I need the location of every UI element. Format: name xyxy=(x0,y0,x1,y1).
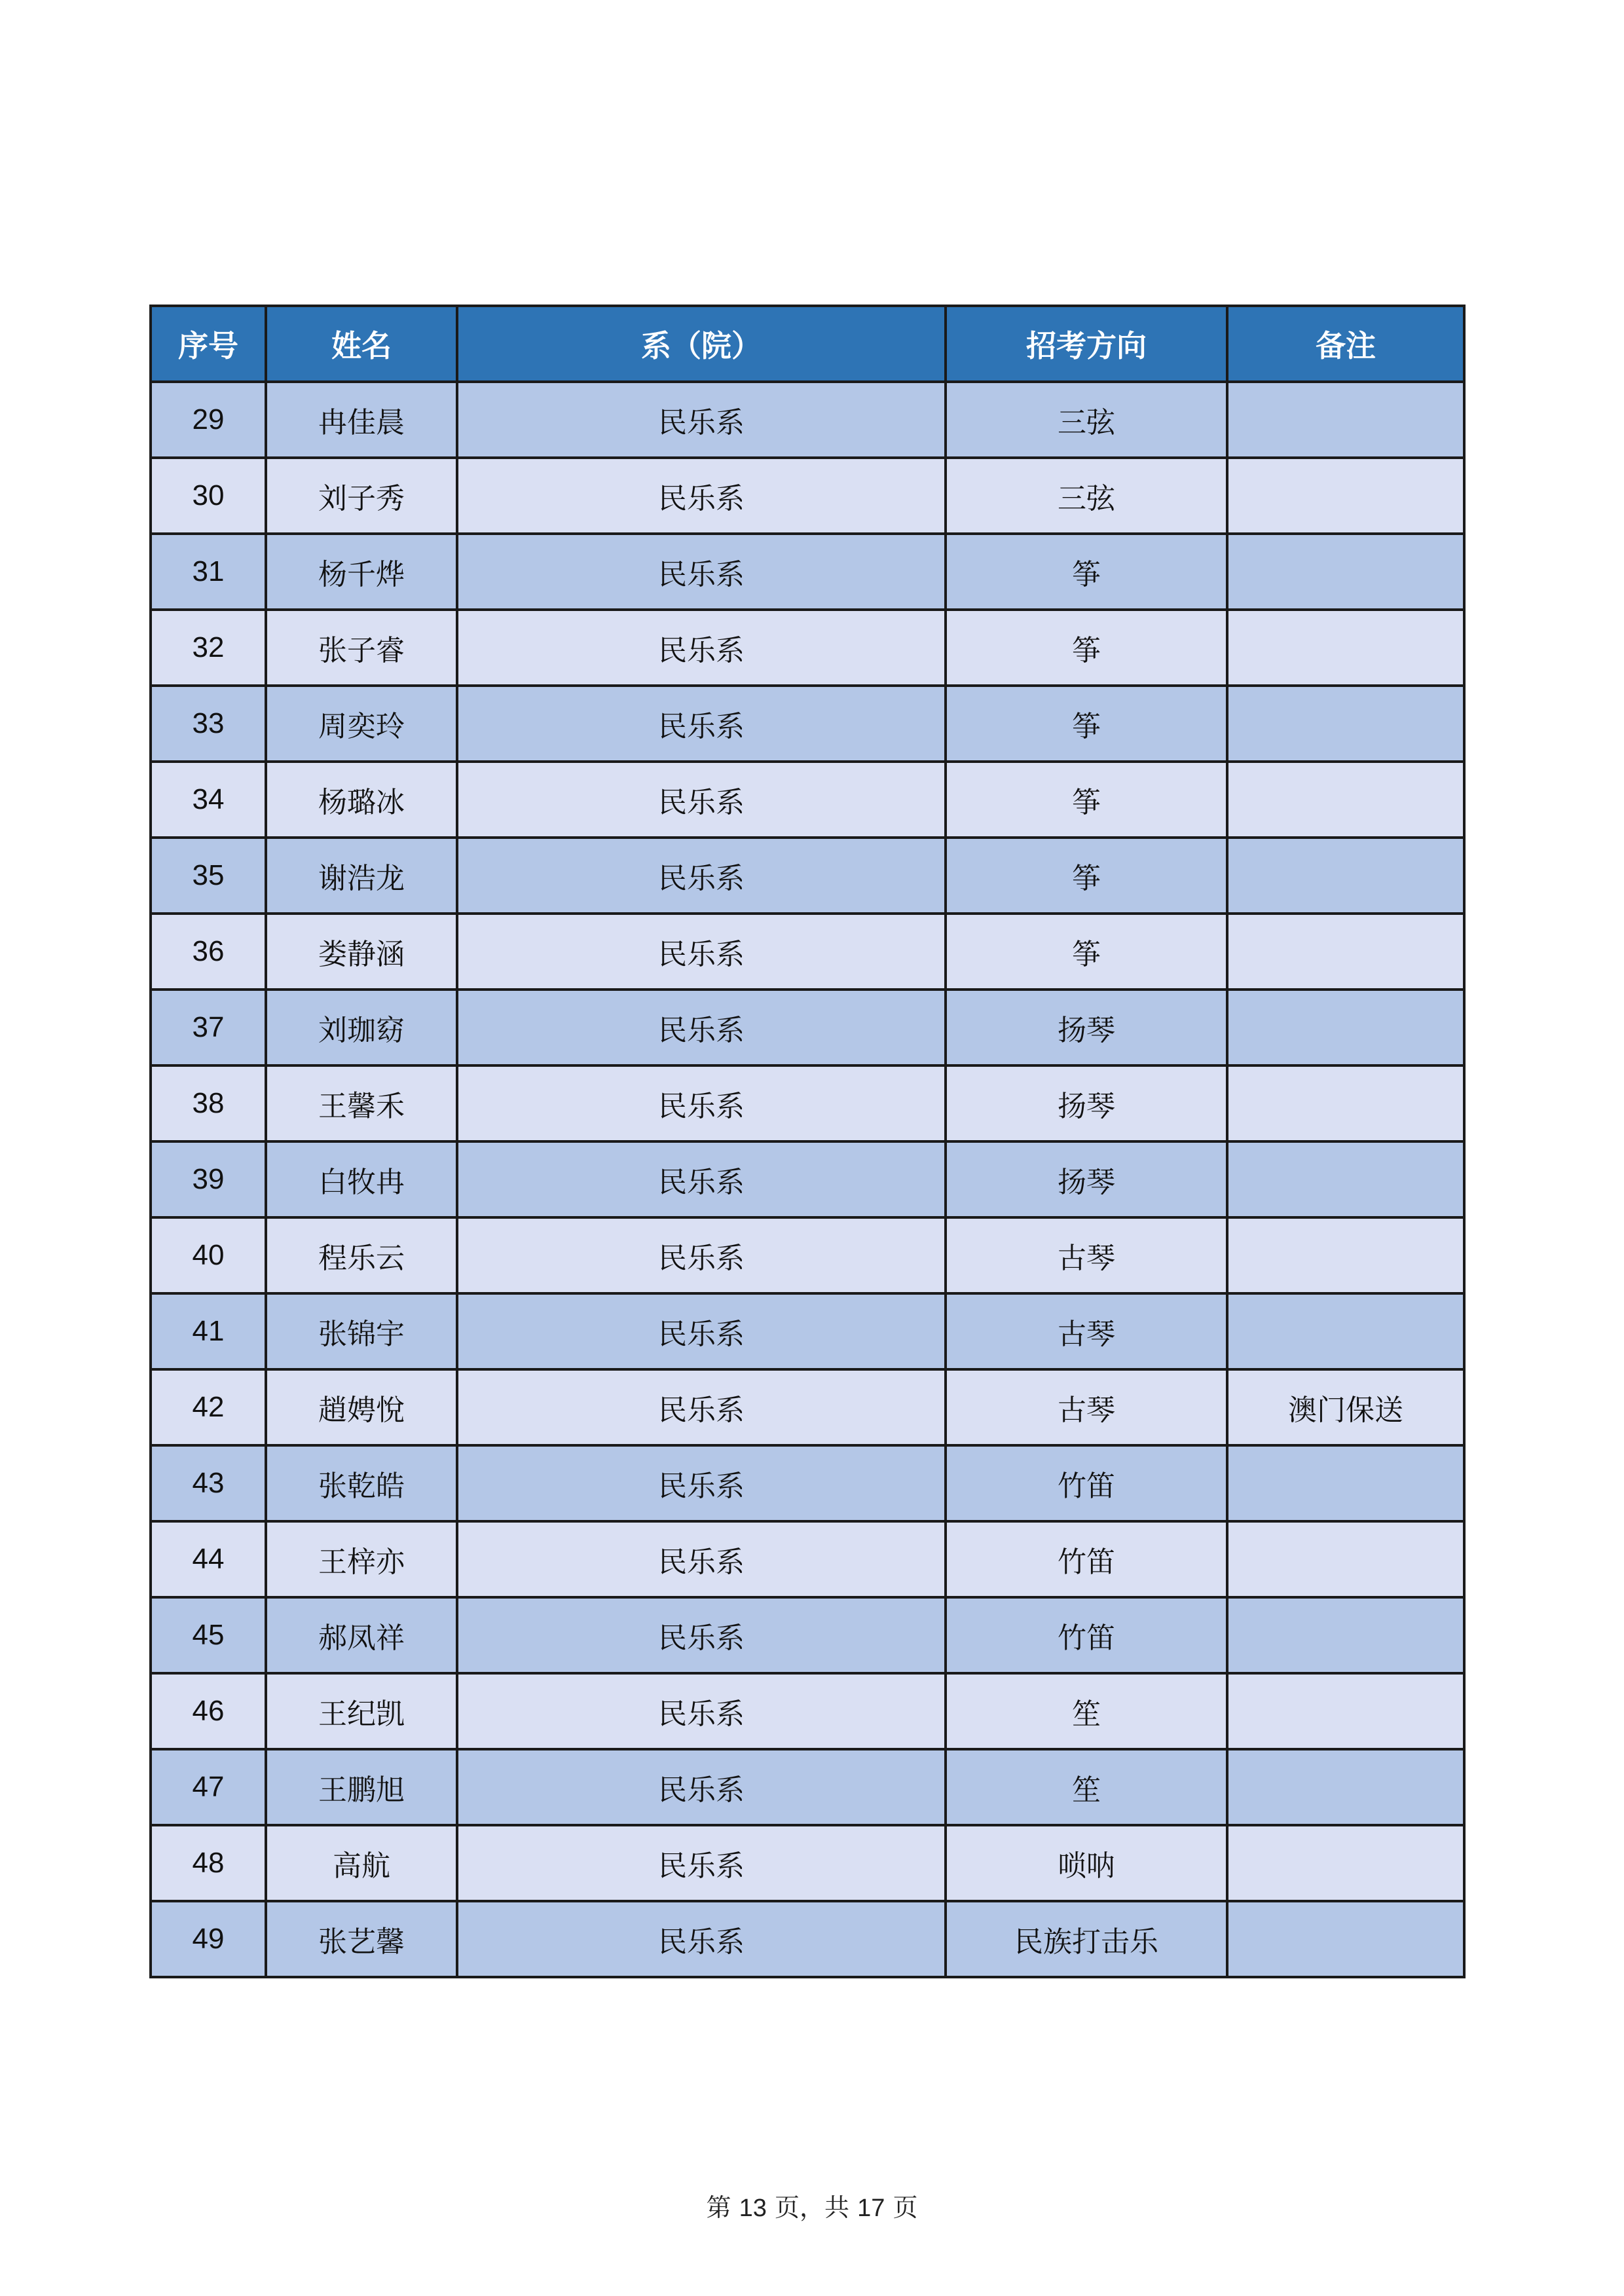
cell-department: 民乐系 xyxy=(457,610,946,686)
cell-index: 43 xyxy=(151,1445,266,1521)
cell-name: 张子睿 xyxy=(266,610,457,686)
cell-direction: 古琴 xyxy=(946,1217,1227,1293)
cell-remark xyxy=(1227,458,1464,534)
cell-name: 王鹏旭 xyxy=(266,1749,457,1825)
table-body xyxy=(151,382,1464,1977)
cell-name: 杨璐冰 xyxy=(266,762,457,838)
cell-remark xyxy=(1227,1065,1464,1141)
header-row xyxy=(151,306,1464,382)
cell-name: 郝凤祥 xyxy=(266,1597,457,1673)
cell-department: 民乐系 xyxy=(457,1065,946,1141)
table-row xyxy=(151,610,1464,686)
cell-index: 31 xyxy=(151,534,266,610)
cell-index: 29 xyxy=(151,382,266,458)
cell-remark xyxy=(1227,838,1464,914)
cell-name: 趙娉悅 xyxy=(266,1369,457,1445)
cell-remark xyxy=(1227,1217,1464,1293)
cell-department: 民乐系 xyxy=(457,1825,946,1901)
cell-index: 42 xyxy=(151,1369,266,1445)
footer-middle: 页，共 xyxy=(774,2193,849,2222)
table-row xyxy=(151,838,1464,914)
cell-remark xyxy=(1227,990,1464,1065)
cell-department: 民乐系 xyxy=(457,1673,946,1749)
footer-total-pages: 17 xyxy=(857,2194,885,2222)
cell-name: 高航 xyxy=(266,1825,457,1901)
table-row xyxy=(151,1597,1464,1673)
cell-remark: 澳门保送 xyxy=(1227,1369,1464,1445)
cell-name: 张乾皓 xyxy=(266,1445,457,1521)
cell-name: 谢浩龙 xyxy=(266,838,457,914)
cell-department: 民乐系 xyxy=(457,1369,946,1445)
table-row xyxy=(151,458,1464,534)
cell-department: 民乐系 xyxy=(457,1445,946,1521)
cell-index: 35 xyxy=(151,838,266,914)
cell-name: 程乐云 xyxy=(266,1217,457,1293)
cell-remark xyxy=(1227,1141,1464,1217)
cell-name: 娄静涵 xyxy=(266,914,457,990)
cell-remark xyxy=(1227,382,1464,458)
cell-remark xyxy=(1227,534,1464,610)
table-row xyxy=(151,990,1464,1065)
table-row xyxy=(151,1825,1464,1901)
cell-name: 刘子秀 xyxy=(266,458,457,534)
cell-department: 民乐系 xyxy=(457,762,946,838)
cell-direction: 唢呐 xyxy=(946,1825,1227,1901)
cell-direction: 笙 xyxy=(946,1749,1227,1825)
cell-index: 48 xyxy=(151,1825,266,1901)
cell-department: 民乐系 xyxy=(457,382,946,458)
cell-remark xyxy=(1227,1293,1464,1369)
cell-department: 民乐系 xyxy=(457,1901,946,1977)
cell-name: 周奕玲 xyxy=(266,686,457,762)
table-row xyxy=(151,382,1464,458)
cell-name: 王纪凯 xyxy=(266,1673,457,1749)
table-row xyxy=(151,1749,1464,1825)
cell-name: 张艺馨 xyxy=(266,1901,457,1977)
cell-direction: 筝 xyxy=(946,762,1227,838)
cell-index: 39 xyxy=(151,1141,266,1217)
cell-direction: 三弦 xyxy=(946,458,1227,534)
table-row xyxy=(151,1141,1464,1217)
cell-remark xyxy=(1227,762,1464,838)
cell-direction: 竹笛 xyxy=(946,1445,1227,1521)
cell-direction: 筝 xyxy=(946,838,1227,914)
cell-direction: 扬琴 xyxy=(946,1065,1227,1141)
cell-department: 民乐系 xyxy=(457,534,946,610)
table-row xyxy=(151,914,1464,990)
cell-index: 46 xyxy=(151,1673,266,1749)
cell-department: 民乐系 xyxy=(457,914,946,990)
cell-department: 民乐系 xyxy=(457,838,946,914)
cell-direction: 三弦 xyxy=(946,382,1227,458)
cell-name: 冉佳晨 xyxy=(266,382,457,458)
cell-remark xyxy=(1227,610,1464,686)
cell-name: 张锦宇 xyxy=(266,1293,457,1369)
cell-department: 民乐系 xyxy=(457,458,946,534)
cell-department: 民乐系 xyxy=(457,1293,946,1369)
table-row xyxy=(151,686,1464,762)
cell-direction: 古琴 xyxy=(946,1369,1227,1445)
cell-index: 45 xyxy=(151,1597,266,1673)
table-row xyxy=(151,1445,1464,1521)
cell-index: 37 xyxy=(151,990,266,1065)
cell-index: 41 xyxy=(151,1293,266,1369)
cell-department: 民乐系 xyxy=(457,1217,946,1293)
cell-remark xyxy=(1227,1597,1464,1673)
page-footer xyxy=(0,2187,1624,2223)
table-row xyxy=(151,1901,1464,1977)
cell-index: 49 xyxy=(151,1901,266,1977)
cell-remark xyxy=(1227,1825,1464,1901)
table-row xyxy=(151,1217,1464,1293)
cell-department: 民乐系 xyxy=(457,1597,946,1673)
header-direction: 招考方向 xyxy=(946,306,1227,382)
cell-index: 34 xyxy=(151,762,266,838)
table-row xyxy=(151,1293,1464,1369)
cell-index: 40 xyxy=(151,1217,266,1293)
cell-department: 民乐系 xyxy=(457,1749,946,1825)
cell-name: 王馨禾 xyxy=(266,1065,457,1141)
header-index: 序号 xyxy=(151,306,266,382)
footer-current-page: 13 xyxy=(739,2194,767,2222)
cell-direction: 笙 xyxy=(946,1673,1227,1749)
footer-suffix: 页 xyxy=(893,2193,918,2222)
cell-index: 32 xyxy=(151,610,266,686)
cell-department: 民乐系 xyxy=(457,1141,946,1217)
cell-index: 30 xyxy=(151,458,266,534)
cell-remark xyxy=(1227,1673,1464,1749)
cell-remark xyxy=(1227,1445,1464,1521)
cell-remark xyxy=(1227,914,1464,990)
cell-index: 44 xyxy=(151,1521,266,1597)
cell-direction: 竹笛 xyxy=(946,1597,1227,1673)
cell-direction: 筝 xyxy=(946,534,1227,610)
roster-table xyxy=(149,305,1466,1978)
cell-remark xyxy=(1227,1521,1464,1597)
cell-remark xyxy=(1227,1749,1464,1825)
header-department: 系（院） xyxy=(457,306,946,382)
cell-index: 36 xyxy=(151,914,266,990)
cell-remark xyxy=(1227,1901,1464,1977)
cell-direction: 竹笛 xyxy=(946,1521,1227,1597)
table-row xyxy=(151,1673,1464,1749)
cell-department: 民乐系 xyxy=(457,686,946,762)
cell-department: 民乐系 xyxy=(457,990,946,1065)
cell-department: 民乐系 xyxy=(457,1521,946,1597)
cell-name: 刘珈窈 xyxy=(266,990,457,1065)
table-row xyxy=(151,762,1464,838)
cell-direction: 扬琴 xyxy=(946,1141,1227,1217)
table-row xyxy=(151,534,1464,610)
table-row xyxy=(151,1521,1464,1597)
table-row xyxy=(151,1369,1464,1445)
cell-direction: 古琴 xyxy=(946,1293,1227,1369)
table-row xyxy=(151,1065,1464,1141)
cell-remark xyxy=(1227,686,1464,762)
cell-direction: 民族打击乐 xyxy=(946,1901,1227,1977)
header-remark: 备注 xyxy=(1227,306,1464,382)
cell-name: 白牧冉 xyxy=(266,1141,457,1217)
footer-prefix: 第 xyxy=(706,2193,731,2222)
cell-name: 杨千烨 xyxy=(266,534,457,610)
cell-direction: 筝 xyxy=(946,914,1227,990)
cell-index: 38 xyxy=(151,1065,266,1141)
cell-name: 王梓亦 xyxy=(266,1521,457,1597)
cell-direction: 筝 xyxy=(946,610,1227,686)
cell-index: 33 xyxy=(151,686,266,762)
cell-direction: 筝 xyxy=(946,686,1227,762)
header-name: 姓名 xyxy=(266,306,457,382)
cell-direction: 扬琴 xyxy=(946,990,1227,1065)
cell-index: 47 xyxy=(151,1749,266,1825)
